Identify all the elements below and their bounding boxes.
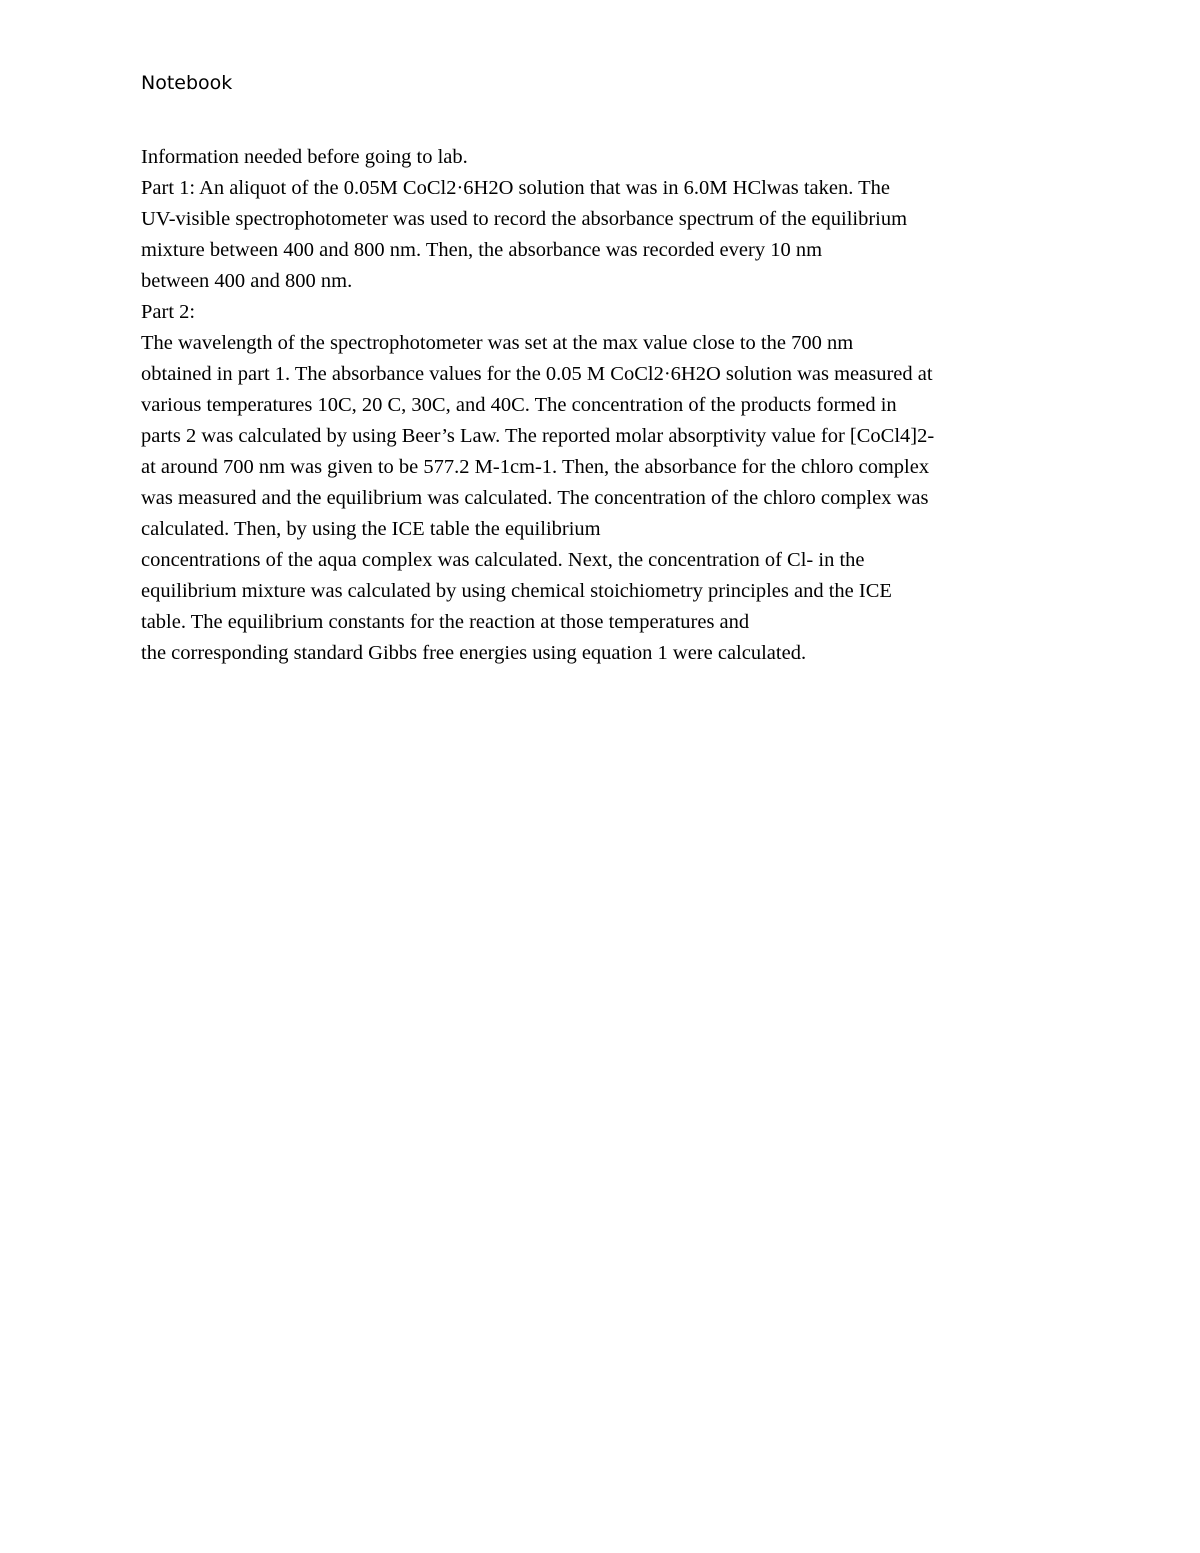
text-line: The wavelength of the spectrophotometer was set at the max value close to the 700 nm [141,332,854,354]
text-line: mixture between 400 and 800 nm. Then, the absorbance was recorded every 10 nm [141,239,823,261]
text-line: table. The equilibrium constants for the reaction at those temperatures and [141,611,750,633]
notebook-body [141,142,1081,669]
text-line: at around 700 nm was given to be 577.2 M-1cm-1. Then, the absorbance for the chloro complex [141,456,930,478]
text-line: various temperatures 10C, 20 C, 30C, and 40C. The concentration of the products formed in [141,394,897,416]
text-line: between 400 and 800 nm. [141,270,353,292]
text-line: was measured and the equilibrium was calculated. The concentration of the chloro complex was [141,487,929,509]
text-line: parts 2 was calculated by using Beer’s Law. The reported molar absorptivity value for [CoCl4]2- [141,425,935,447]
text-line: Part 1: An aliquot of the 0.05M CoCl2·6H2O solution that was in 6.0M HClwas taken. The [141,177,890,199]
text-line: Information needed before going to lab. [141,146,468,168]
text-line: equilibrium mixture was calculated by using chemical stoichiometry principles and the ICE [141,580,892,602]
text-line: obtained in part 1. The absorbance values for the 0.05 M CoCl2·6H2O solution was measured at [141,363,933,385]
text-line: the corresponding standard Gibbs free energies using equation 1 were calculated. [141,642,807,664]
text-line: calculated. Then, by using the ICE table the equilibrium [141,518,601,540]
text-line: UV-visible spectrophotometer was used to record the absorbance spectrum of the equilibrium [141,208,908,230]
text-line: concentrations of the aqua complex was calculated. Next, the concentration of Cl- in the [141,549,865,571]
text-line: Part 2: [141,301,196,323]
page-header: Notebook [141,72,233,94]
